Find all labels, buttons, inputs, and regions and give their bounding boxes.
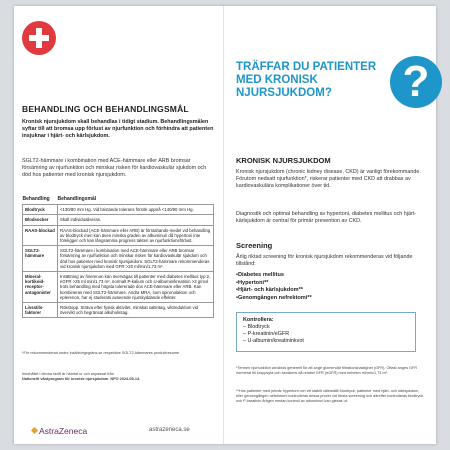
gfr-footnote: *Termen njurfunktion används generellt för att ange glomerulär filtrationshastighet (GFR). Oftast anges GFR normerat till kroppsyta och benämns då relativt GFR (eGFR) med enheten ml/min/1,73 m². — [236, 366, 418, 375]
sglt2-footnote: *För rekommenderad undre insättningsgräns se respektive SGLT2-hämmares produktresumé — [22, 351, 180, 355]
list-item: • Genomgången nefrektomi** — [236, 295, 312, 303]
ckd-heading: KRONISK NJURSJUKDOM — [236, 156, 331, 165]
list-item: – Blodtryck — [243, 324, 270, 330]
row-key: RAAS-blockad — [23, 225, 58, 246]
table-row — [23, 272, 214, 303]
screening-heading: Screening — [236, 241, 273, 250]
ckd-paragraph-2: Diagnostik och optimal behandling av hypertoni, diabetes mellitus och hjärt-kärlsjukdom är central för primär prevention av CKD. — [236, 211, 417, 224]
source-credit — [22, 372, 214, 382]
brochure-sheet — [14, 6, 436, 444]
logo-text: AstraZeneca — [39, 426, 88, 436]
list-item: – P-kreatinin/eGFR — [243, 331, 290, 337]
row-key: SGLT2-hämmare — [23, 246, 58, 272]
row-key: Blodtryck — [23, 205, 58, 215]
row-value: <130/80 mm Hg. Vid bristande tolerans försök uppnå <140/90 mm Hg. — [58, 205, 214, 215]
logo-mark-icon — [31, 427, 38, 434]
table-row — [23, 246, 214, 272]
ckd-paragraph-1: Kronisk njursjukdom (chronic kidney disease, CKD) är vanligt förekommande. Förutom nedsatt njurfunktion*, riskerar patienter med CKD att drabbas av kardiovaskulära komplikationer över tid. — [236, 169, 421, 189]
row-key: Blodsocker — [23, 215, 58, 225]
table-row — [23, 225, 214, 246]
row-key: Mineral-kortikoid-receptor-antagonister — [23, 272, 58, 303]
screening-list — [236, 272, 312, 302]
row-value: SGLT2-hämmare i kombination med ACE-hämmare eller ARB bromsar försämring av njurfunktion och minskar risken för kardiovaskulär sjukdom och död hos patienter med kronisk njursjukdom. SGLT2-hämmare rekommenderas vid kronisk njursjukdom med GFR >20 ml/min/1,73 m². — [58, 246, 214, 272]
row-key: Livsstils-faktorer — [23, 303, 58, 318]
list-item: • Hypertoni** — [236, 280, 312, 288]
row-value: Rökstopp. Sträva efter fysisk aktivitet, minskat saltintag, viktreduktion vid övervikt och begränsat alkoholintag. — [58, 303, 214, 318]
credit-line-1: Innehållet i denna skrift är hämtat ur och anpassat från — [22, 372, 114, 376]
control-box-title: Kontrollera: — [243, 317, 274, 323]
table-header-goal: Behandlingsmål — [57, 196, 97, 202]
screening-footnote: **Hos patienter med primär hypertoni och ett stabilt välinställt blodtryck, patienter med hjärt- och kärlsjukdom, eller genomgången nefrektomi kontrolleras dessa prover vid första screening och därefter kontrolleras blodtryck och P-kreatinin årligen medan kontroll av albuminuri kan glesas ut. — [236, 389, 424, 403]
screening-intro: Årlig riktad screening för kronisk njursjukdom rekommenderas vid följande tillstånd: — [236, 254, 413, 267]
right-panel — [224, 6, 436, 444]
table-row — [23, 303, 214, 318]
table-header-treatment: Behandling — [22, 196, 50, 202]
row-value: Skall individualiseras. — [58, 215, 214, 225]
control-box — [236, 312, 416, 352]
treatment-body: SGLT2-hämmare i kombination med ACE-hämmare eller ARB bromsar försämring av njurfunktion och minskar risken för kardiovaskulär sjukdom och död hos patienter med kronisk njursjukdom. — [22, 158, 207, 178]
credit-line-2: Nationellt vårdprogram för kronisk njursjukdom. NPO 2024-05-14. — [22, 376, 141, 381]
page-title: TRÄFFAR DU PATIENTER MED KRONISK NJURSJUKDOM? — [236, 61, 377, 99]
list-item: • Hjärt- och kärlsjukdom** — [236, 287, 312, 295]
treatment-heading: BEHANDLING OCH BEHANDLINGSMÅL — [22, 104, 189, 114]
table-row — [23, 205, 214, 215]
treatment-intro: Kronisk njursjukdom skall behandlas i tidigt stadium. Behandlingsmålen syftar till att bromsa upp förlust av njurfunktion och förhindra att patienten insjuknar i hjärt- och kärlsjukdom. — [22, 119, 214, 139]
astrazeneca-logo — [32, 426, 87, 436]
treatment-table — [22, 196, 214, 318]
website-link[interactable]: astrazeneca.se — [149, 427, 190, 433]
list-item: – U-albumin/kreatininkvot — [243, 338, 304, 344]
table-row — [23, 215, 214, 225]
list-item: • Diabetes mellitus — [236, 272, 312, 280]
row-value: RAAS-blockad (ACE-hämmare eller ARB) är förstahands-medel vid behandling av blodtryck men kan även minska graden av albuminuri då hypertoni inte föreligger och kan långsamma progress takten av njurfunktionsförlust. — [58, 225, 214, 246]
row-value: Insättning av finerenon kan övervägas till patienter med diabetes mellitus typ 2, eGFR >25 ml min/1,73 m², normalt P-kalium och U-albumin/kreatinin >3 g/mol trots behandling med högsta tolererade dos ACE-hämmare eller ARB. Kan kombineras med SGLT2-hämmare. Andra MRA, som spironolakton och eplerenon, har ej studerats avseende njurskyddande effekter. — [58, 272, 214, 303]
question-mark-icon: ? — [390, 56, 442, 108]
medical-cross-icon — [22, 21, 56, 55]
left-panel — [14, 6, 224, 444]
